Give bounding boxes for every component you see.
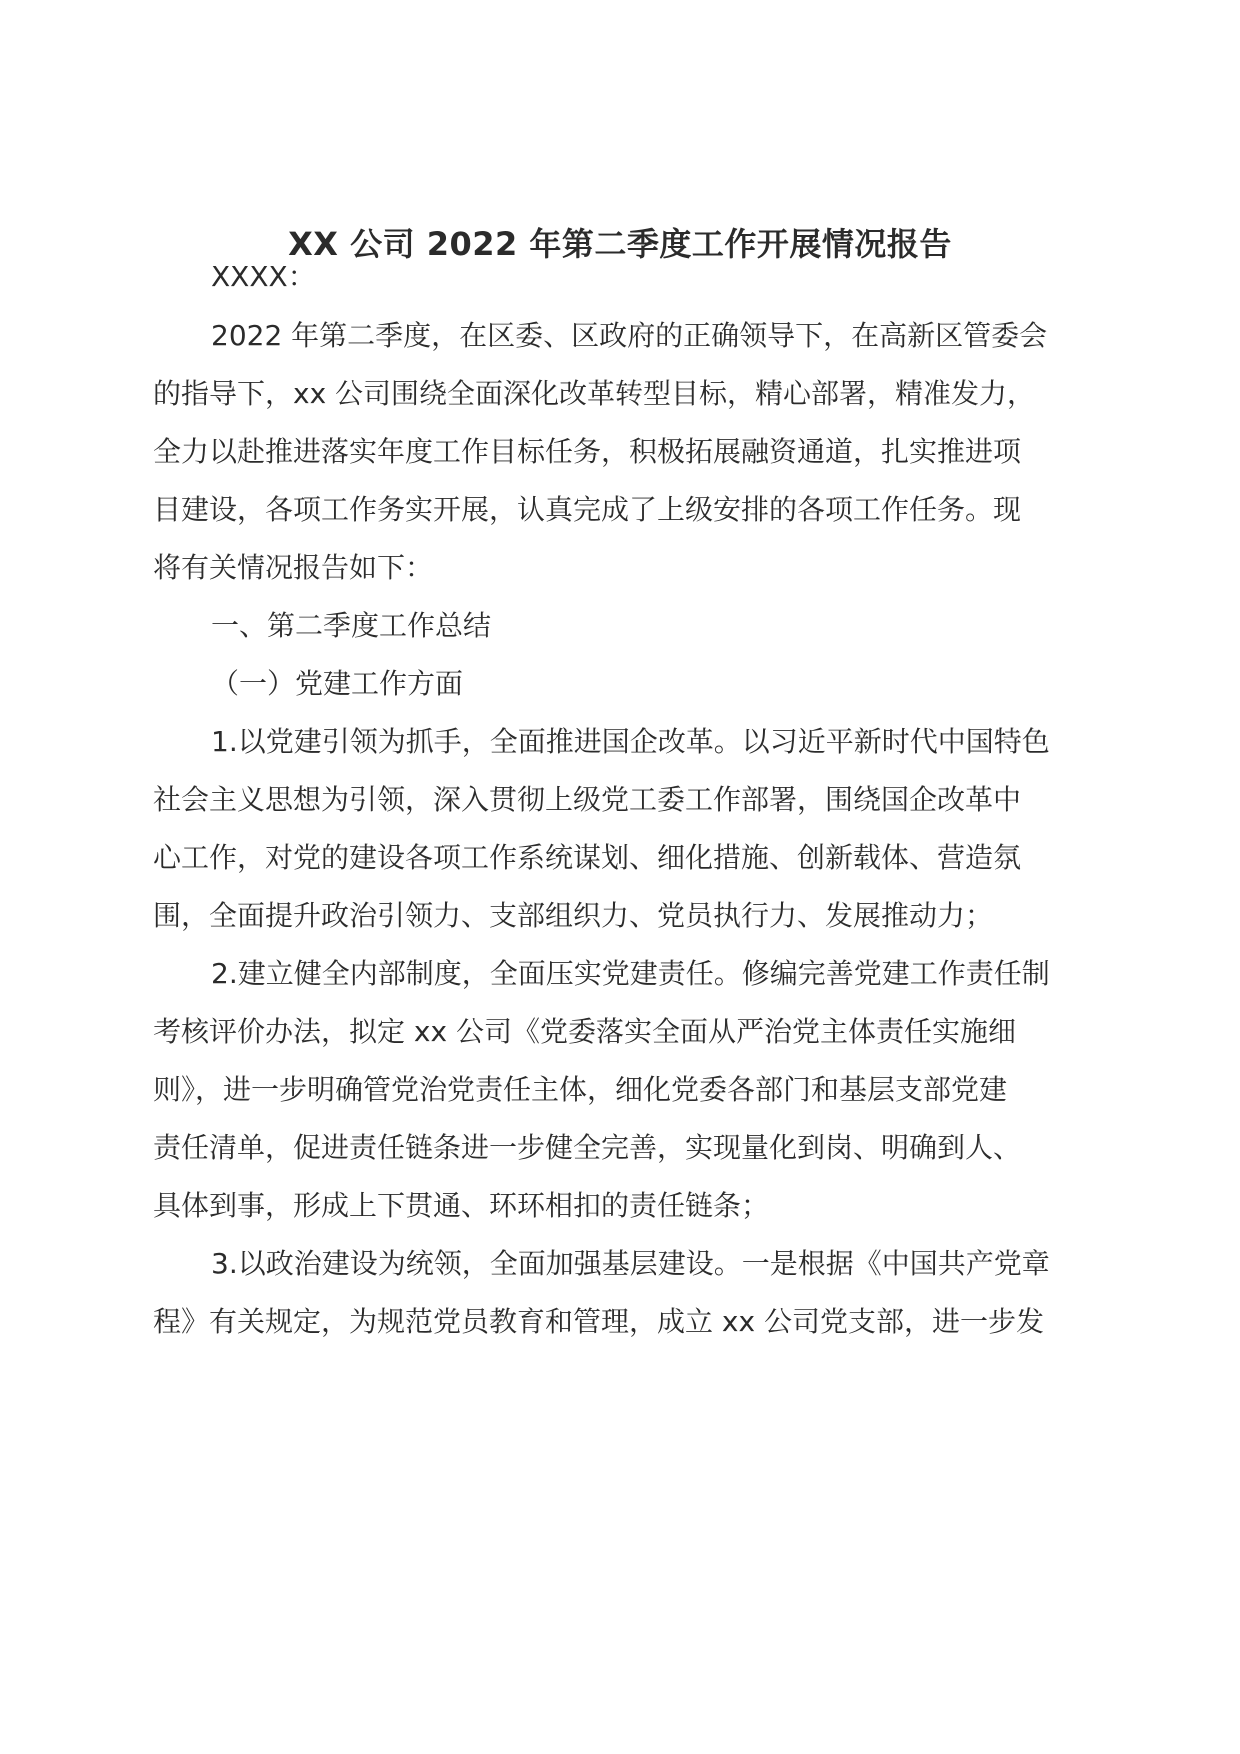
body-line: 2.建立健全内部制度，全面压实党建责任。修编完善党建工作责任制 [211,957,1050,990]
body-line: 具体到事，形成上下贯通、环环相扣的责任链条； [153,1189,770,1222]
body-line: 2022 年第二季度，在区委、区政府的正确领导下，在高新区管委会 [211,319,1048,352]
body-line: 全力以赴推进落实年度工作目标任务，积极拓展融资通道，扎实推进项 [153,435,1022,468]
body-line: 1.以党建引领为抓手，全面推进国企改革。以习近平新时代中国特色 [211,725,1050,758]
body-line: 目建设，各项工作务实开展，认真完成了上级安排的各项工作任务。现 [153,493,1022,526]
body-line: 围，全面提升政治引领力、支部组织力、党员执行力、发展推动力； [153,899,994,932]
salutation: XXXX： [211,260,316,293]
body-line: 3.以政治建设为统领，全面加强基层建设。一是根据《中国共产党章 [211,1247,1050,1280]
document-title: XX 公司 2022 年第二季度工作开展情况报告 [288,225,952,263]
body-line: 责任清单，促进责任链条进一步健全完善，实现量化到岗、明确到人、 [153,1131,1022,1164]
body-line: 将有关情况报告如下： [153,551,434,584]
body-line: 则》，进一步明确管党治党责任主体，细化党委各部门和基层支部党建 [153,1073,1008,1106]
body-line: 考核评价办法，拟定 xx 公司《党委落实全面从严治党主体责任实施细 [153,1015,1016,1048]
body-line: 社会主义思想为引领，深入贯彻上级党工委工作部署，围绕国企改革中 [153,783,1022,816]
section-heading: 一、第二季度工作总结 [211,609,492,642]
body-line: 程》有关规定，为规范党员教育和管理，成立 xx 公司党支部，进一步发 [153,1305,1044,1338]
body-line: 心工作，对党的建设各项工作系统谋划、细化措施、创新载体、营造氛 [153,841,1022,874]
body-line: 的指导下，xx 公司围绕全面深化改革转型目标，精心部署，精准发力， [153,377,1036,410]
subsection-heading: （一）党建工作方面 [211,667,464,700]
